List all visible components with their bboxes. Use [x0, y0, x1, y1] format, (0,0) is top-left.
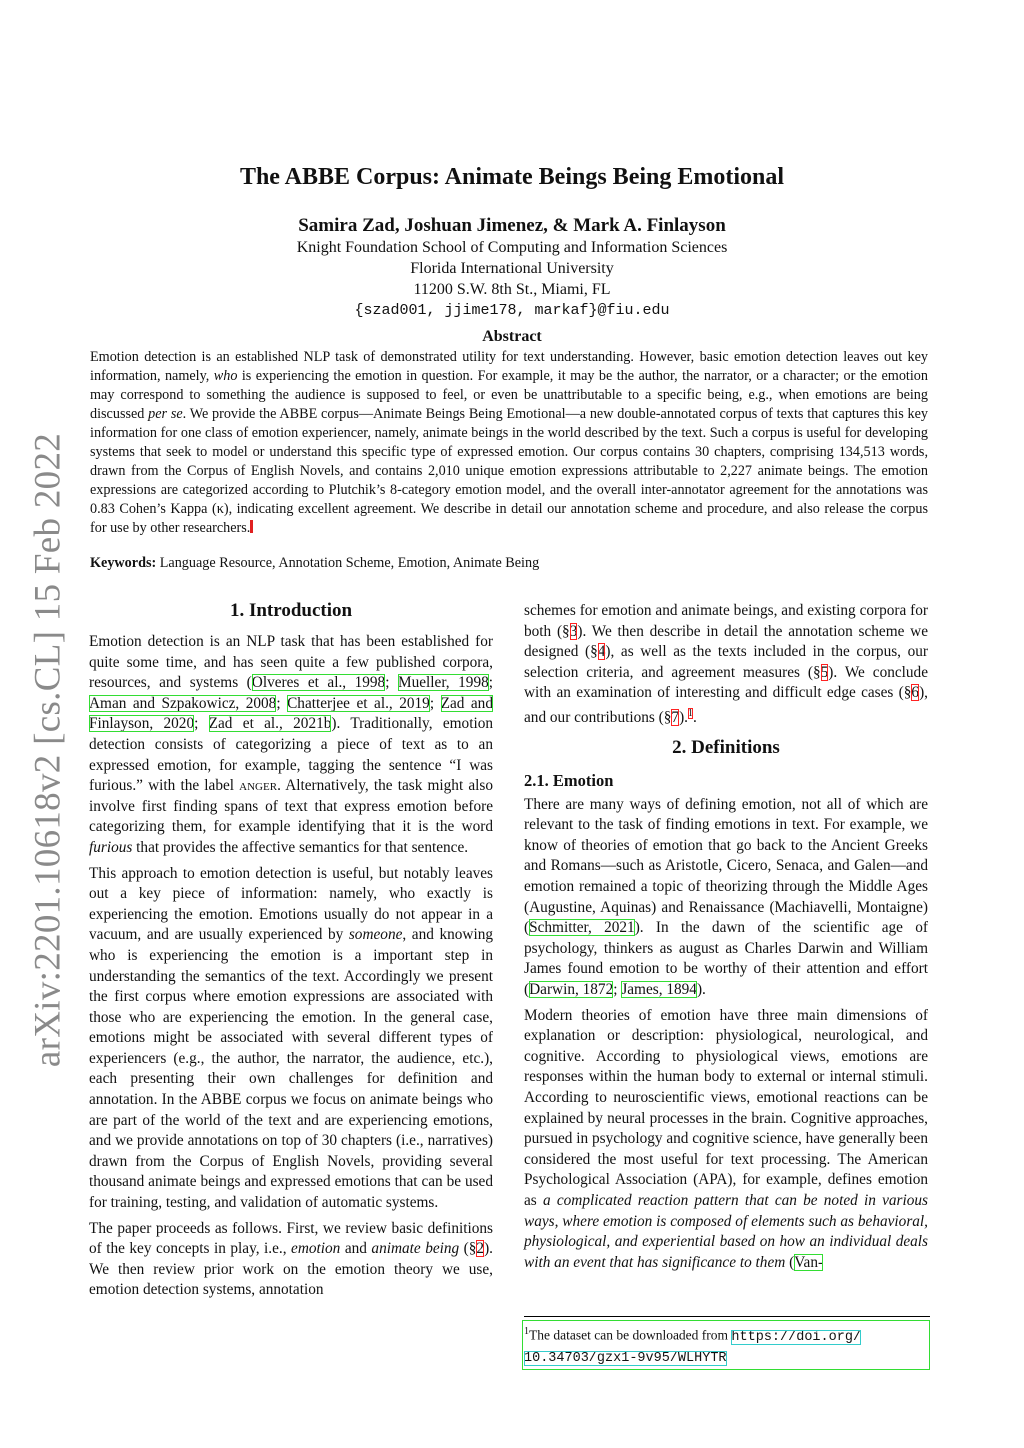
citation-link[interactable]: Van- [794, 1253, 824, 1271]
arxiv-identifier [18, 432, 78, 1068]
citation-link[interactable]: Zad et al., 2021b [208, 715, 332, 733]
section-link[interactable]: 6 [911, 684, 920, 702]
section-link[interactable]: 2 [476, 1240, 485, 1258]
footnote: $^1$The dataset can be downloaded from https://doi.org/ 10.34703/gzx1-9v95/WLHYTR [524, 1322, 928, 1368]
roadmap-paragraph: schemes for emotion and animate beings, and existing corpora for both (§3). We then describe in detail the annotation scheme we designed (§4), as well as the texts included in the corpus, our selection criteria, and agreement measures (§5). We conclude with an examination of interesting and difficult edge cases (§6), and our contributions (§7).$^1$. [524, 602, 928, 727]
dataset-url-link-continued[interactable]: 10.34703/gzx1-9v95/WLHYTR [524, 1350, 727, 1366]
section-link[interactable]: 4 [597, 643, 606, 661]
citation-link[interactable]: Chatterjee et al., 2019 [287, 694, 430, 712]
citation-link[interactable]: Aman and Szpakowicz, 2008 [89, 694, 277, 712]
citation-link[interactable]: Darwin, 1872 [529, 981, 614, 998]
intro-paragraph-1: Emotion detection is an NLP task that has been established for quite some time, and has seen quite a few published corpora, resources, and systems (Olveres et al., 1998; Mueller, 1998; Aman and Szpakowicz, 2008; Chatterjee et al., 2019; Zad and Finlayson, 2020; Zad et al., 2021b). Traditionally, emotion detection consists of categorizing a piece of text as to an expressed emotion, for example, tagging the sentence “I was furious.” with the label anger. Alternatively, the task might also involve first finding spans of text that express emotion before categorizing them, for example identifying that it is the word furious that provides the affective semantics for that sentence. [89, 633, 493, 856]
section-heading-introduction: 1. Introduction [229, 600, 353, 621]
right-column [524, 601, 928, 1278]
dataset-url-link[interactable]: https://doi.org/ [731, 1329, 862, 1345]
arxiv-identifier-text: arXiv:2201.10618v2 [cs.CL] 15 Feb 2022 [27, 432, 69, 1068]
affiliation-school: Knight Foundation School of Computing and Information Sciences [296, 239, 728, 256]
footnote-rule [524, 1316, 930, 1317]
emotion-paragraph-2: Modern theories of emotion have three main dimensions of explanation or description: physiological, neurological, and cognitive. According to physiological views, emotions are responses within the human body to external or internal stimuli. According to neuroscientific views, emotional reactions can be explained by neural processes in the brain. Cognitive approaches, pursued in psychology and cognitive science, have generally been considered the most useful for text processing. The American Psychological Association (APA), for example, defines emotion as a complicated reaction pattern that can be noted in various ways, where emotion is composed of elements such as behavioral, physiological, and experiential based on how an individual deals with an event that has significance to them (Van- [524, 1006, 928, 1271]
citation-link[interactable]: Olveres et al., 1998 [251, 674, 386, 692]
footnote-link[interactable]: 1 [688, 707, 693, 719]
section-link[interactable]: 5 [820, 663, 829, 681]
citation-link[interactable]: James, 1894 [621, 981, 697, 998]
intro-paragraph-2: This approach to emotion detection is useful, but notably leaves out a key piece of information: namely, who exactly is experiencing the emotion. Emotions usually do not appear in a vacuum, and are usually experienced by someone, and knowing who is experiencing the emotion is a important step in understanding the semantics of the text. Accordingly we present the first corpus where emotion expressions are associated with those who are experiencing the emotion. In the general case, emotions might be associated with several different types of experiencers (e.g., the author, the narrator, the audience, etc.), each presenting their own challenges for definition and annotation. In the ABBE corpus we focus on animate beings who are part of the world of the text and are experiencing emotions, and we provide annotations on top of 30 chapters (i.e., narratives) drawn from the Corpus of English Novels, providing several thousand animate beings and expressed emotions that can be used for training, testing, and validation of automatic systems. [89, 864, 493, 1212]
left-column [89, 598, 493, 1306]
section-heading-definitions: 2. Definitions [672, 736, 780, 758]
section-link[interactable]: 7 [671, 709, 680, 727]
citation-link[interactable]: Mueller, 1998 [398, 674, 489, 692]
emotion-paragraph-1: There are many ways of defining emotion, not all of which are relevant to the task of finding emotions in text. For example, we know of theories of emotion that go back to the Ancient Greeks and Romans—such as Aristotle, Cicero, Senaca, and Galen—and emotion remained a topic of theorizing through the Middle Ages (Augustine, Aquinas) and Renaissance (Machiavelli, Montaigne) (Schmitter, 2021). In the dawn of the scientific age of psychology, thinkers as august as Charles Darwin and William James found emotion to be worthy of their attention and effort (Darwin, 1872; James, 1894). [524, 795, 928, 998]
abstract-heading: Abstract [482, 328, 542, 345]
citation-link[interactable]: Zad and Finlayson, 2020 [89, 694, 493, 733]
abstract-body: Emotion detection is an established NLP task of demonstrated utility for text understanding. However, basic emotion detection leaves out key information, namely, who is experiencing the emotion in question. For example, it may be the author, the narrator, or a character; or the emotion may correspond to something the audience is supposed to feel, or even be unattributable to a specific being, e.g., when emotions are being discussed per se. We provide the ABBE corpus—Animate Beings Being Emotional—a new double-annotated corpus of texts that captures this key information for one class of emotion experiencer, namely, animate beings in the world described by the text. Such a corpus is useful for developing systems that seek to model or understand this specific type of expressed emotion. Our corpus contains 30 chapters, comprising 134,513 words, drawn from the Corpus of English Novels, and contains 2,010 unique emotion expressions attributable to 2,227 animate beings. The emotion expressions are categorized according to Plutchik’s 8-category emotion model, and the overall inter-annotator agreement for the annotations was 0.83 Cohen’s Kappa (κ), indicating excellent agreement. We describe in detail our annotation scheme and procedure, and also release the corpus for use by other researchers. [90, 349, 928, 536]
intro-paragraph-3: The paper proceeds as follows. First, we review basic definitions of the key concepts in play, i.e., emotion and animate being (§2). We then review prior work on the emotion theory we use, emotion detection systems, annotation [89, 1219, 493, 1299]
section-link[interactable]: 3 [569, 622, 578, 640]
affiliation-address: 11200 S.W. 8th St., Miami, FL [413, 281, 611, 298]
citation-link[interactable]: Schmitter, 2021 [529, 919, 635, 937]
paper-title: The ABBE Corpus: Animate Beings Being Emotional [239, 164, 785, 190]
footnote-link-marker[interactable] [250, 520, 253, 533]
keywords-line: Keywords: Language Resource, Annotation Scheme, Emotion, Animate Being [90, 555, 540, 571]
affiliation-university: Florida International University [410, 260, 614, 277]
author-emails: {szad001, jjime178, markaf}@fiu.edu [354, 302, 670, 319]
subsection-heading-emotion: 2.1. Emotion [524, 770, 614, 790]
author-list: Samira Zad, Joshuan Jimenez, & Mark A. Finlayson [298, 215, 726, 236]
